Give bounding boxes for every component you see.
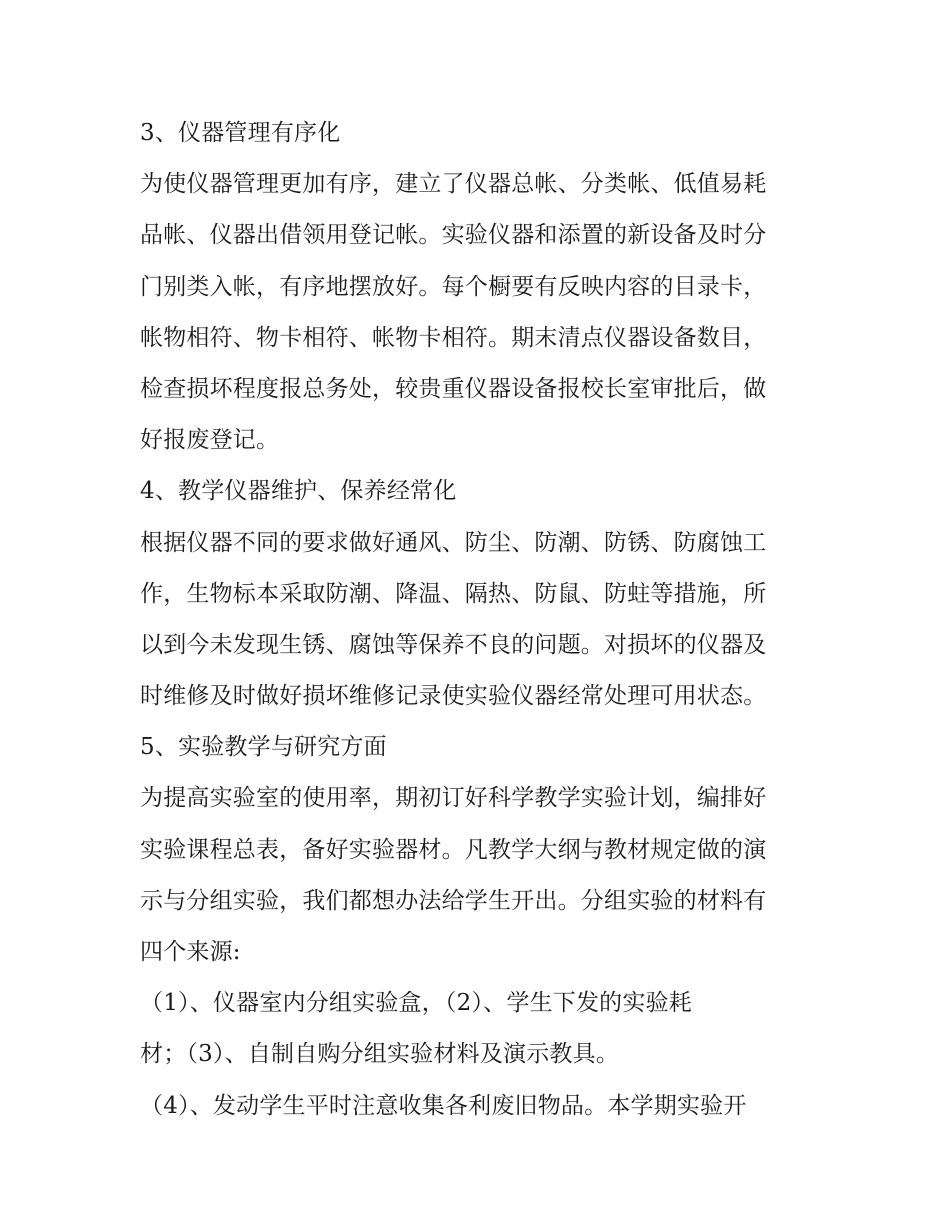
paragraph-line: 作，生物标本采取防潮、降温、隔热、防鼠、防蛀等措施，所 — [140, 580, 767, 607]
list-line: （1）、仪器室内分组实验盒，（2）、学生下发的实验耗 — [140, 990, 692, 1017]
paragraph-line: 好报废登记。 — [140, 427, 280, 454]
paragraph-line: 门别类入帐，有序地摆放好。每个橱要有反映内容的目录卡， — [140, 273, 767, 300]
section-heading-4: 4、教学仪器维护、保养经常化 — [140, 478, 457, 505]
list-line: 材；（3）、自制自购分组实验材料及演示教具。 — [140, 1041, 620, 1068]
paragraph-line: 品帐、仪器出借领用登记帐。实验仪器和添置的新设备及时分 — [140, 222, 767, 249]
paragraph-line: 示与分组实验，我们都想办法给学生开出。分组实验的材料有 — [140, 887, 767, 914]
paragraph-line: 根据仪器不同的要求做好通风、防尘、防潮、防锈、防腐蚀工 — [140, 529, 767, 556]
paragraph-line: 以到今未发现生锈、腐蚀等保养不良的问题。对损坏的仪器及 — [140, 631, 767, 658]
paragraph-line: 为使仪器管理更加有序，建立了仪器总帐、分类帐、低值易耗 — [140, 171, 767, 198]
paragraph-line: 实验课程总表，备好实验器材。凡教学大纲与教材规定做的演 — [140, 836, 767, 863]
document-body — [140, 108, 830, 1132]
paragraph-line: 时维修及时做好损坏维修记录使实验仪器经常处理可用状态。 — [140, 683, 767, 710]
paragraph-line: 为提高实验室的使用率，期初订好科学教学实验计划，编排好 — [140, 785, 767, 812]
paragraph-line: 四个来源: — [140, 939, 241, 965]
section-heading-3: 3、仪器管理有序化 — [140, 120, 341, 146]
section-heading-5: 5、实验教学与研究方面 — [140, 734, 387, 761]
paragraph-line: 检查损坏程度报总务处，较贵重仪器设备报校长室审批后，做 — [140, 375, 767, 402]
list-line: （4）、发动学生平时注意收集各利废旧物品。本学期实验开 — [140, 1092, 747, 1119]
paragraph-line: 帐物相符、物卡相符、帐物卡相符。期末清点仪器设备数目， — [140, 324, 767, 351]
